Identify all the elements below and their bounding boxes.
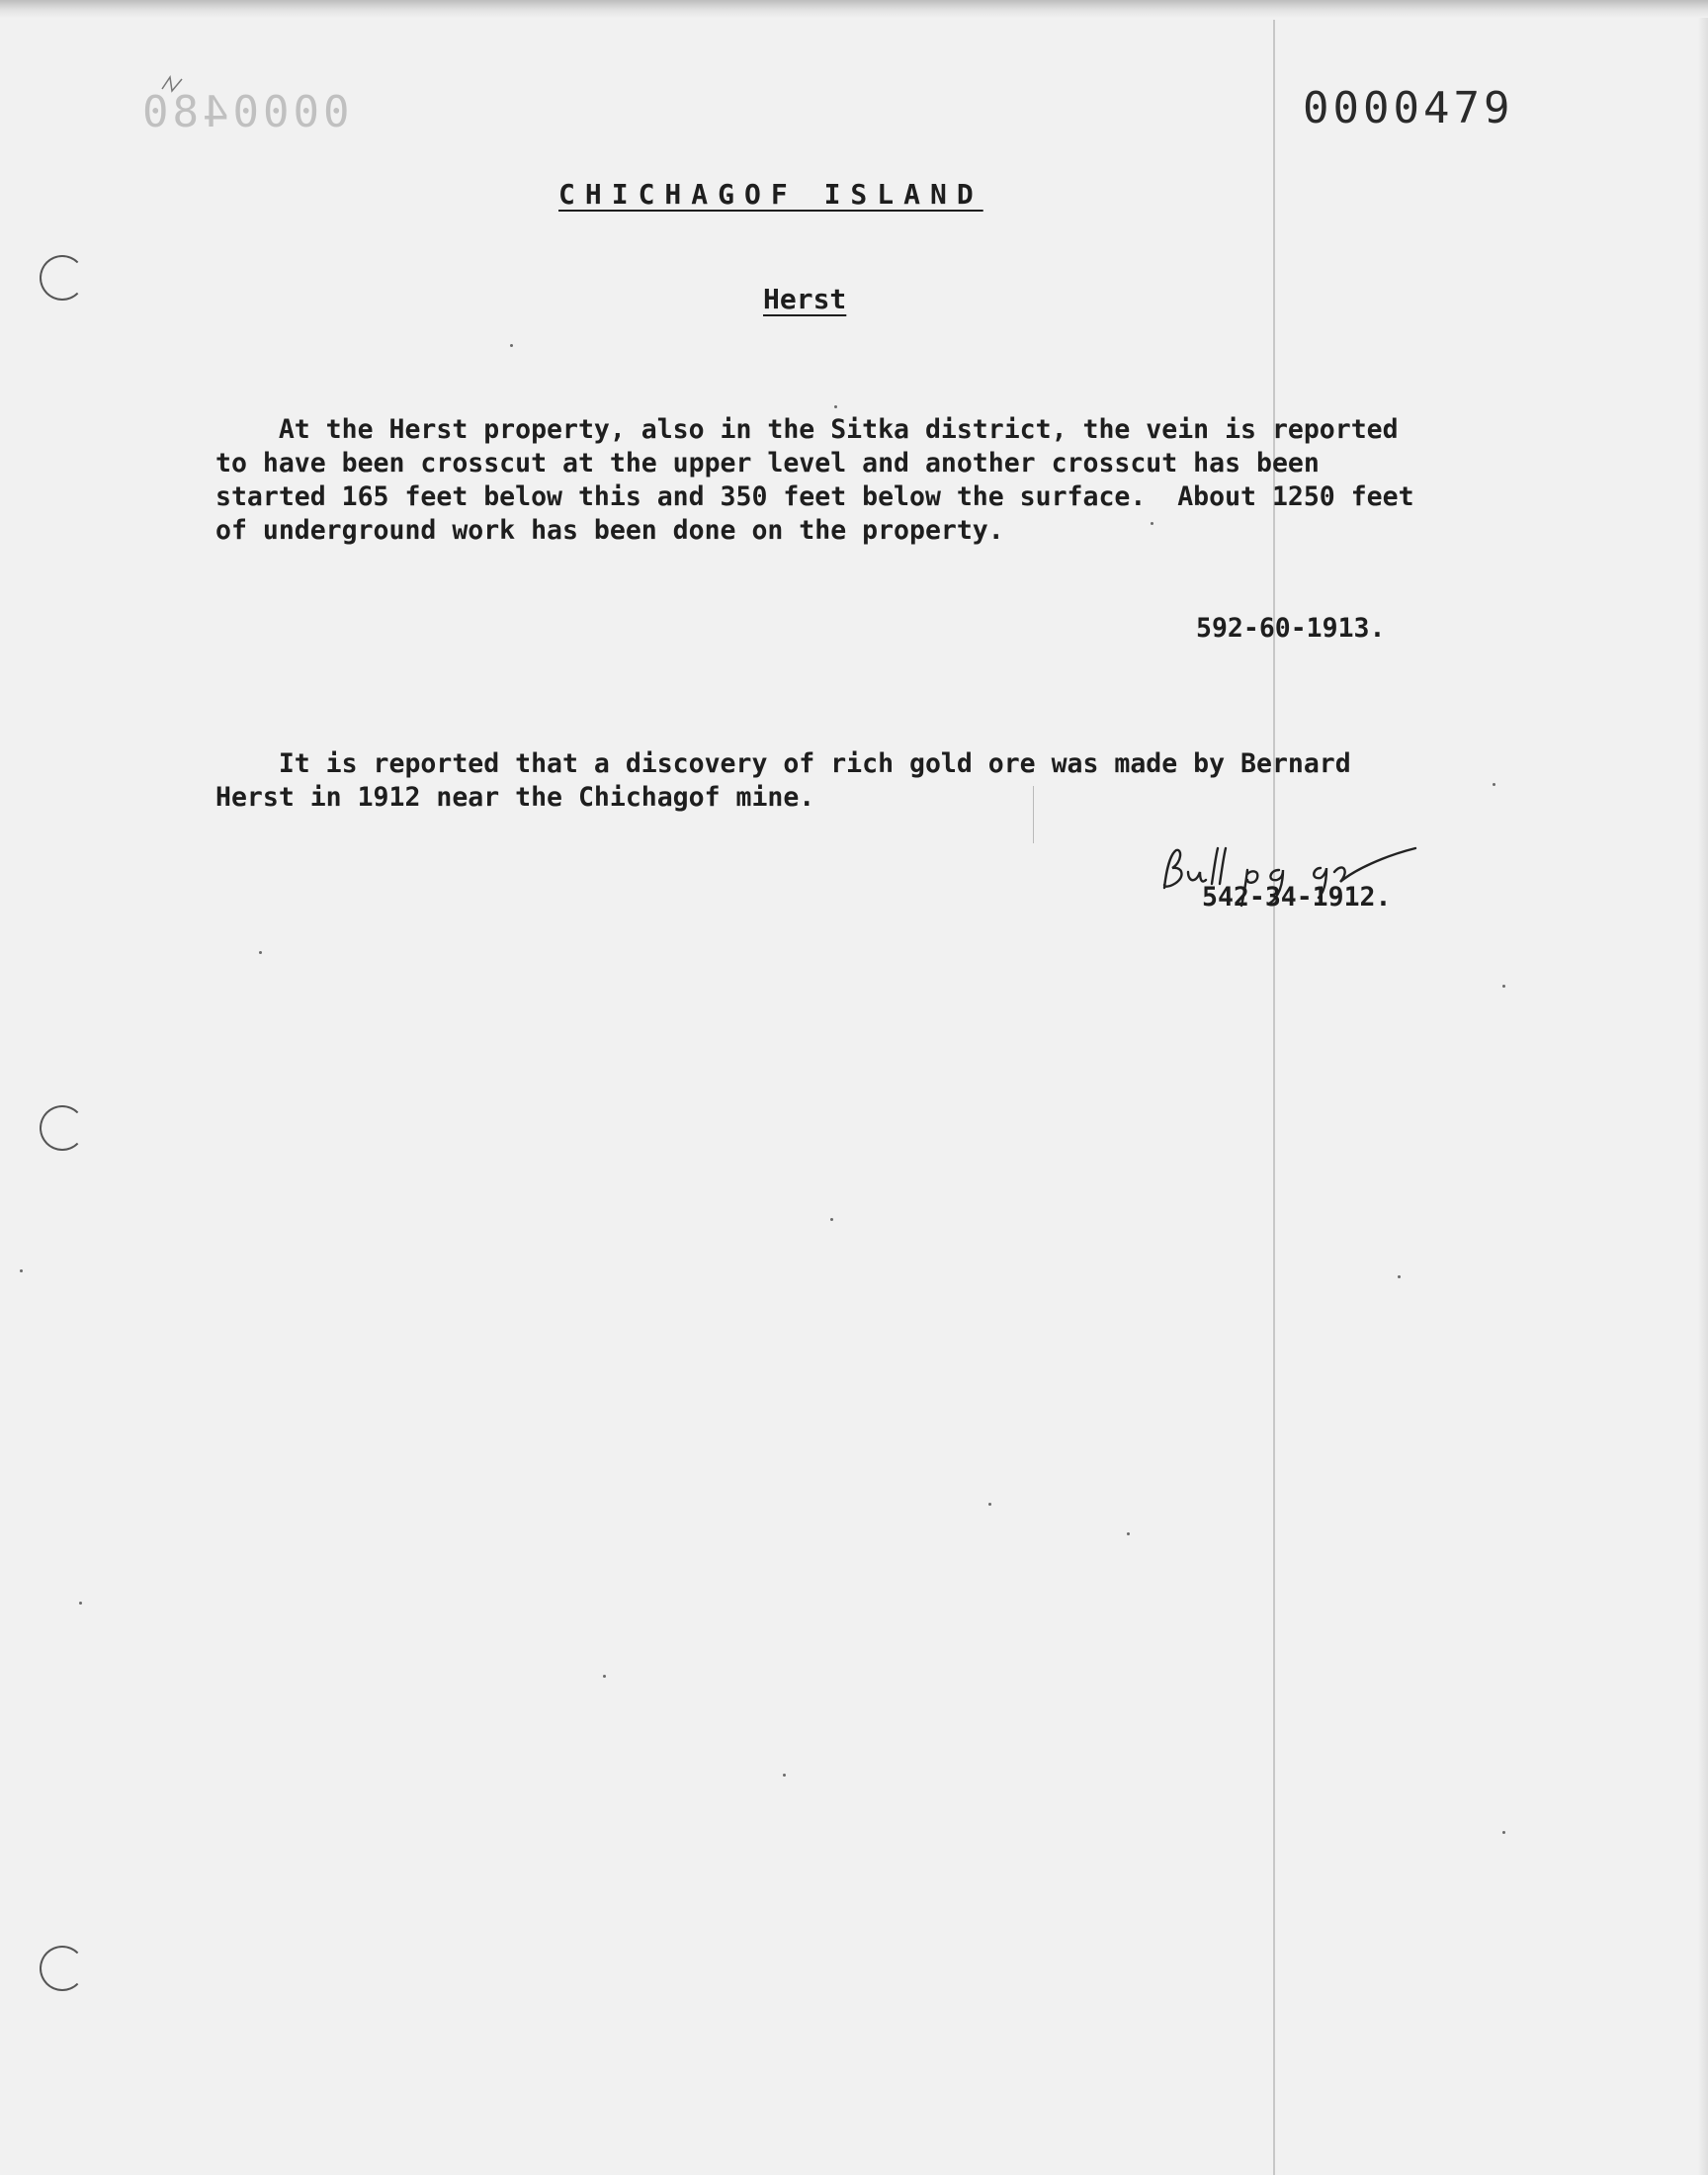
paragraph-line: Herst in 1912 near the Chichagof mine.	[215, 782, 815, 813]
scan-speck	[1127, 1532, 1130, 1535]
punch-hole-top	[40, 255, 85, 301]
paragraph-line: At the Herst property, also in the Sitka district, the vein is reported	[215, 414, 1399, 445]
bleed-through-page-number: 0000480	[138, 87, 350, 137]
scan-speck	[1493, 783, 1495, 786]
punch-hole-middle	[40, 1105, 85, 1151]
scan-speck	[1502, 1831, 1505, 1834]
scan-speck	[1151, 522, 1153, 525]
punch-hole-bottom	[40, 1946, 85, 1991]
scan-speck	[603, 1675, 606, 1678]
paragraph-line: of underground work has been done on the property.	[215, 515, 1004, 546]
paragraph-herst-property	[215, 413, 1414, 548]
paragraph-line: It is reported that a discovery of rich gold ore was made by Bernard	[215, 748, 1351, 779]
paragraph-gold-discovery	[215, 747, 1351, 815]
scan-speck	[834, 405, 837, 408]
page-edge-shadow	[1698, 18, 1708, 2175]
page-title: CHICHAGOF ISLAND	[558, 178, 983, 211]
section-heading: Herst	[763, 283, 847, 315]
paragraph-line: started 165 feet below this and 350 feet below the surface. About 1250 feet	[215, 481, 1414, 512]
scan-speck	[79, 1602, 82, 1605]
page-number: 0000479	[1303, 83, 1514, 133]
scan-speck	[1502, 985, 1505, 988]
citation-reference: 542-34-1912.	[1202, 882, 1392, 913]
scan-artifact-line	[1273, 20, 1275, 2175]
scan-speck	[510, 344, 513, 347]
scan-speck	[783, 1774, 786, 1777]
scan-speck	[1398, 1275, 1401, 1278]
scan-speck	[20, 1269, 23, 1272]
scan-speck	[259, 951, 262, 954]
pencil-tick-mark	[158, 69, 188, 99]
scan-top-edge	[0, 0, 1708, 18]
paragraph-line: to have been crosscut at the upper level and another crosscut has been	[215, 448, 1320, 478]
scan-speck	[830, 1218, 833, 1221]
scan-speck	[988, 1503, 991, 1506]
citation-reference: 592-60-1913.	[1196, 613, 1386, 644]
